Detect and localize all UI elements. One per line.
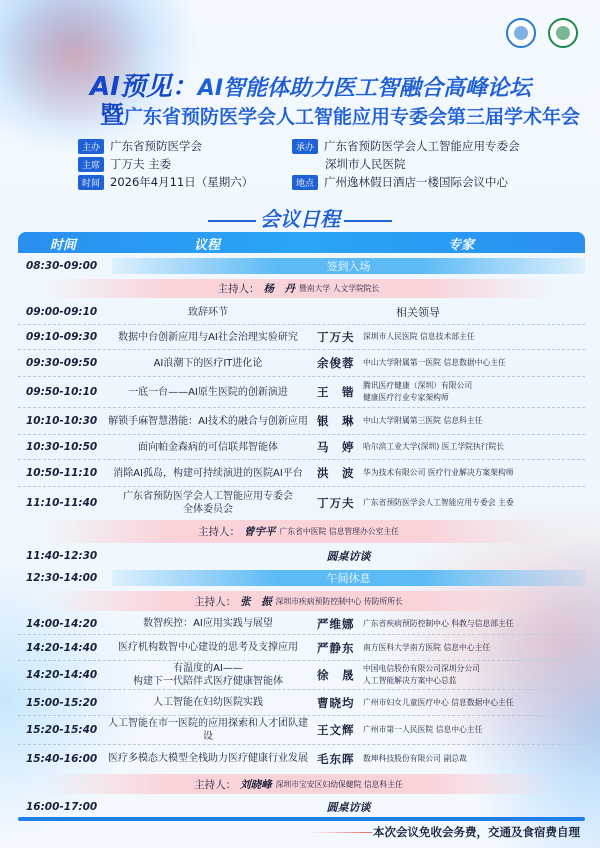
row-time: 14:00-14:20 xyxy=(26,617,98,630)
row-time: 10:30-10:50 xyxy=(26,441,98,453)
row-time: 09:00-09:10 xyxy=(26,306,98,318)
table-row xyxy=(18,613,585,635)
row-topic: 有温度的AI—— 构建下一代陪伴式医疗健康智能体 xyxy=(133,663,283,687)
hospital-logo-icon xyxy=(548,18,578,48)
col-agenda: 议程 xyxy=(194,238,221,253)
table-row xyxy=(18,716,585,745)
info-value: 深圳市人民医院 xyxy=(325,157,406,171)
tag: 主办 xyxy=(78,139,104,154)
row-topic: 人工智能在市一医院的应用探索和人才团队建设 xyxy=(108,718,308,742)
table-row xyxy=(18,567,585,589)
row-time: 10:50-11:10 xyxy=(26,467,98,479)
row-topic: 医疗多模态大模型全栈助力医疗健康行业发展 xyxy=(108,753,308,764)
host-name: 杨 丹 xyxy=(263,283,296,295)
speaker-org: 中山大学附属第一医院 信息数据中心主任 xyxy=(363,358,506,367)
footer-note: 本次会议免收会务费，交通及食宿费自理 xyxy=(373,825,580,839)
table-row xyxy=(18,661,585,690)
footer-line xyxy=(310,832,372,833)
row-time: 15:20-15:40 xyxy=(26,724,98,736)
host-bar xyxy=(42,279,555,298)
info-value: 广东省预防医学会人工智能应用专委会 xyxy=(324,139,520,153)
divider xyxy=(344,220,392,222)
col-time: 时间 xyxy=(50,238,77,253)
tag: 地点 xyxy=(292,175,318,190)
row-time: 09:50-10:10 xyxy=(26,386,98,398)
speaker-name: 曹晓均 xyxy=(317,695,355,710)
host-org: 暨南大学 人文学院院长 xyxy=(299,284,380,293)
table-row xyxy=(18,460,585,487)
row-topic: 圆桌访谈 xyxy=(326,801,371,814)
host-prefix: 主持人： xyxy=(198,526,241,538)
row-topic: 解锁手麻智慧潜能：AI技术的融合与创新应用 xyxy=(108,415,308,427)
host-name: 刘晓峰 xyxy=(240,778,272,791)
info-value: 2026年4月11日（星期六） xyxy=(110,175,254,189)
subtitle-text: 广东省预防医学会人工智能应用专委会第三届学术年会 xyxy=(124,106,581,128)
speaker-org: 腾讯医疗健康（深圳）有限公司 健康医疗行业专家架构师 xyxy=(363,381,473,402)
speaker-name: 相关领导 xyxy=(396,306,440,319)
table-row xyxy=(18,796,585,818)
table-row xyxy=(18,377,585,408)
row-topic: 致辞环节 xyxy=(188,306,228,318)
speaker-org: 华为技术有限公司 医疗行业解决方案架构师 xyxy=(363,468,514,477)
speaker-org: 广州市第一人民医院 信息中心主任 xyxy=(363,725,483,734)
host-name: 曾宇平 xyxy=(244,526,276,538)
row-topic: 一底一台——AI原生医院的创新演进 xyxy=(128,386,288,398)
host-prefix: 主持人： xyxy=(217,283,260,295)
row-topic: 圆桌访谈 xyxy=(326,550,371,563)
title-text: AI智能体助力医工智融合高峰论坛 xyxy=(197,76,532,101)
row-time: 11:10-11:40 xyxy=(26,496,98,509)
title-line-2 xyxy=(100,95,580,130)
speaker-org: 广东省预防医学会人工智能应用专委会 主委 xyxy=(363,497,514,507)
info-value: 丁万夫 主委 xyxy=(110,157,172,171)
info-host-2 xyxy=(325,156,406,172)
table-row xyxy=(18,255,585,277)
speaker-name: 余俊蓉 xyxy=(317,356,355,370)
host-name: 张 振 xyxy=(240,595,272,608)
subtitle-prefix: 暨 xyxy=(100,101,124,129)
speaker-name: 丁万夫 xyxy=(317,330,355,344)
info-time xyxy=(78,174,253,190)
row-time: 14:20-14:40 xyxy=(26,641,98,654)
table-row xyxy=(18,518,585,545)
table-row xyxy=(18,325,585,350)
host-org: 深圳市疾病预防控制中心 传防所所长 xyxy=(275,596,403,606)
info-organizer xyxy=(78,138,202,154)
row-time: 09:10-09:30 xyxy=(26,331,98,343)
table-row xyxy=(18,350,585,377)
status-bar: 午间休息 xyxy=(112,570,585,586)
row-topic: 面向帕金森病的可信联邦智能体 xyxy=(138,441,278,453)
table-row xyxy=(18,277,585,300)
host-bar xyxy=(42,520,555,543)
speaker-name: 严静东 xyxy=(317,640,355,655)
status-bar: 签到入场 xyxy=(112,258,585,274)
society-logo-icon xyxy=(506,18,536,48)
info-value: 广州逸林假日酒店一楼国际会议中心 xyxy=(324,175,509,189)
bottom-bar xyxy=(18,817,585,821)
speaker-org: 南方医科大学南方医院 信息中心主任 xyxy=(363,642,491,652)
table-row xyxy=(18,408,585,435)
speaker-org: 中国电信股份有限公司深圳分公司 人工智能解决方案中心总监 xyxy=(363,664,480,685)
table-row xyxy=(18,487,585,518)
speaker-name: 徐 晟 xyxy=(317,668,355,682)
speaker-org: 深圳市人民医院 信息技术部主任 xyxy=(363,332,475,341)
row-time: 12:30-14:00 xyxy=(26,572,98,584)
row-time: 16:00-17:00 xyxy=(26,801,98,813)
agenda-table xyxy=(18,255,585,818)
host-org: 深圳市宝安区妇幼保健院 信息科主任 xyxy=(275,779,403,789)
table-row xyxy=(18,545,585,567)
speaker-org: 中山大学附属第三医院 信息科主任 xyxy=(363,416,483,425)
table-row xyxy=(18,300,585,325)
col-experts: 专家 xyxy=(448,238,475,253)
speaker-name: 毛东晖 xyxy=(317,751,355,766)
row-topic: 数智疾控：AI应用实践与展望 xyxy=(143,618,273,629)
table-row xyxy=(18,772,585,796)
table-header xyxy=(18,232,585,253)
row-time: 14:20-14:40 xyxy=(26,669,98,681)
row-time: 08:30-09:00 xyxy=(26,260,98,272)
speaker-name: 洪 波 xyxy=(317,466,355,480)
logos xyxy=(506,18,578,48)
info-value: 广东省预防医学会 xyxy=(110,139,203,153)
section-title xyxy=(0,203,600,232)
host-org: 广东省中医院 信息管理办公室主任 xyxy=(279,527,399,536)
row-topic: AI浪潮下的医疗IT进化论 xyxy=(153,357,263,369)
divider xyxy=(208,220,256,222)
info-chair xyxy=(78,156,171,172)
speaker-org: 广州市妇女儿童医疗中心 信息数据中心主任 xyxy=(363,697,514,707)
table-row xyxy=(18,635,585,661)
row-topic: 数据中台创新应用与AI社会治理实验研究 xyxy=(118,331,298,343)
speaker-name: 马 婷 xyxy=(317,440,355,454)
row-topic: 人工智能在妇幼医院实践 xyxy=(153,697,263,708)
speaker-name: 王 锴 xyxy=(317,385,355,399)
host-bar xyxy=(42,591,555,611)
row-time: 09:30-09:50 xyxy=(26,357,98,369)
speaker-name: 王文辉 xyxy=(317,723,355,737)
row-time: 15:40-16:00 xyxy=(26,752,98,765)
speaker-name: 银 琳 xyxy=(317,414,355,428)
row-topic: 医疗机构数智中心建设的思考及支撑应用 xyxy=(118,642,298,653)
table-row xyxy=(18,435,585,460)
speaker-org: 哈尔滨工业大学(深圳) 医工学院执行院长 xyxy=(363,442,505,451)
table-row xyxy=(18,690,585,716)
table-row xyxy=(18,745,585,772)
host-prefix: 主持人： xyxy=(194,595,237,608)
speaker-org: 数坤科技股份有限公司 副总裁 xyxy=(363,753,467,763)
speaker-name: 严维娜 xyxy=(317,616,355,631)
tag: 承办 xyxy=(292,139,318,154)
tag: 主席 xyxy=(78,157,104,172)
row-time: 10:10-10:30 xyxy=(26,415,98,427)
row-topic: 广东省预防医学会人工智能应用专委会 全体委员会 xyxy=(123,490,293,515)
table-row xyxy=(18,589,585,613)
row-time: 15:00-15:20 xyxy=(26,696,98,709)
section-title-text: 会议日程 xyxy=(260,207,340,231)
info-venue xyxy=(292,174,508,190)
info-host xyxy=(292,138,520,154)
row-topic: 消除AI孤岛，构建可持续演进的医院AI平台 xyxy=(113,467,303,479)
speaker-org: 广东省疾病预防控制中心 科教与信息部主任 xyxy=(363,618,514,628)
speaker-name: 丁万夫 xyxy=(317,495,355,510)
row-time: 11:40-12:30 xyxy=(26,550,98,562)
host-prefix: 主持人： xyxy=(194,778,237,791)
host-bar xyxy=(42,774,555,794)
tag: 时间 xyxy=(78,175,104,190)
title-prefix: AI预见： xyxy=(90,72,198,102)
